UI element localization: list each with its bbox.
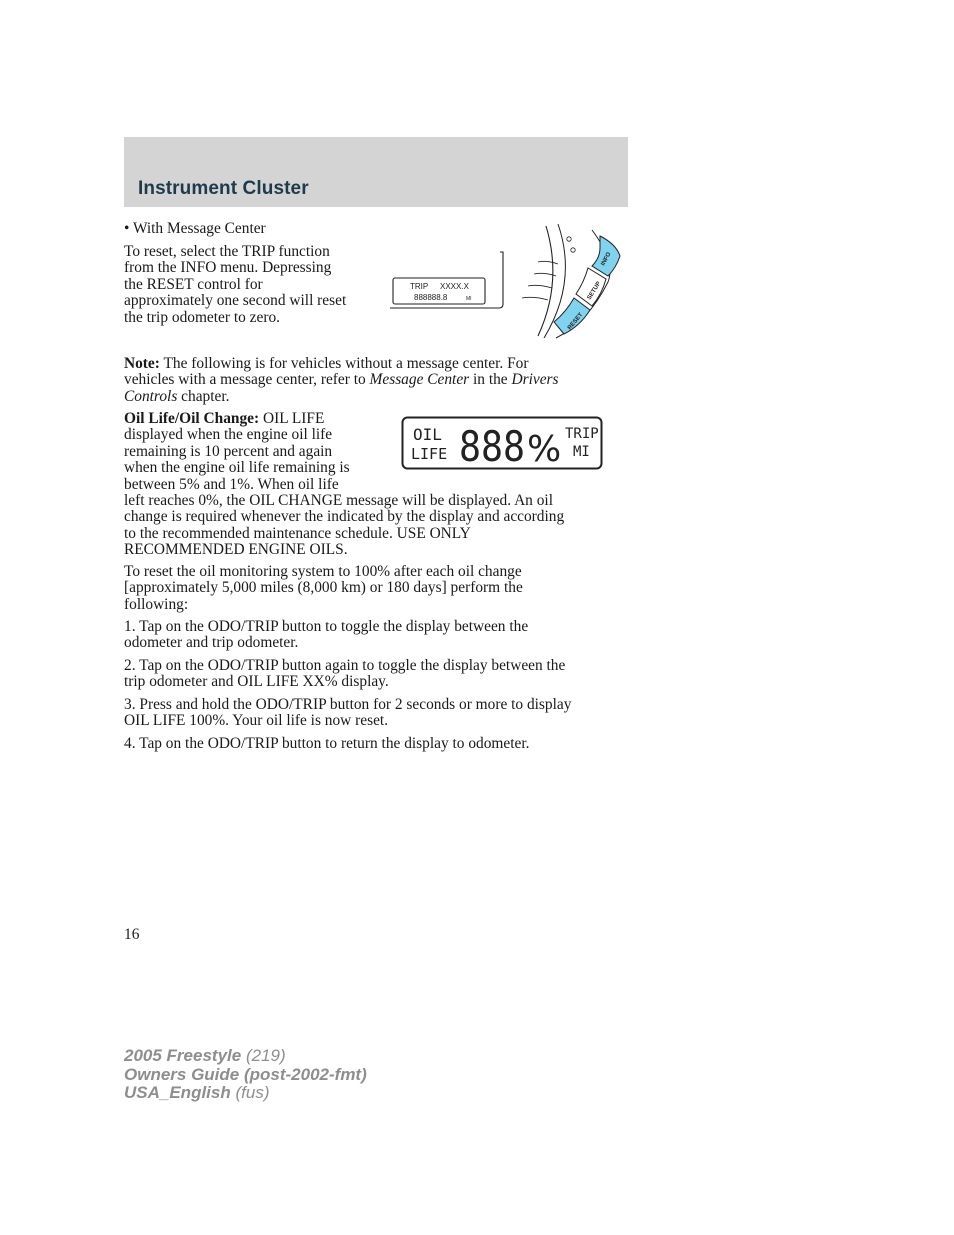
text-line: RECOMMENDED ENGINE OILS. bbox=[124, 541, 348, 559]
footer-code: (219) bbox=[245, 1046, 286, 1065]
footer-lang-code: (fus) bbox=[235, 1083, 270, 1102]
section-title: Instrument Cluster bbox=[138, 178, 309, 199]
text-line bbox=[124, 356, 559, 372]
life-label: LIFE bbox=[411, 445, 448, 463]
oil-life-digits: 888 bbox=[459, 422, 525, 470]
footer-language: USA_English bbox=[124, 1083, 231, 1102]
note-text: vehicles with a message center, refer to bbox=[124, 371, 366, 389]
step-1 bbox=[124, 619, 528, 652]
oil-life-display bbox=[401, 416, 603, 470]
text-line: 4. Tap on the ODO/TRIP button to return the display to odometer. bbox=[124, 735, 530, 752]
text-line: To reset the oil monitoring system to 100% after each oil change bbox=[124, 563, 522, 580]
reset-intro-paragraph bbox=[124, 564, 523, 613]
text-line bbox=[124, 372, 559, 388]
text-line: following: bbox=[124, 595, 189, 613]
text-line: when the engine oil life remaining is bbox=[124, 459, 350, 477]
text-line: To reset, select the TRIP function bbox=[124, 243, 330, 260]
note-paragraph bbox=[124, 356, 559, 405]
note-text: chapter. bbox=[181, 387, 230, 405]
section-header-band bbox=[124, 137, 628, 207]
trim-line bbox=[528, 285, 552, 288]
text-line: the RESET control for bbox=[124, 275, 263, 293]
footer-line bbox=[124, 1084, 367, 1103]
setup-button bbox=[576, 268, 606, 306]
odometer-unit: MI bbox=[466, 296, 472, 302]
console-outline bbox=[538, 226, 553, 336]
trim-line bbox=[538, 261, 558, 264]
text-line: left reaches 0%, the OIL CHANGE message will be displayed. An oil bbox=[124, 492, 553, 510]
indicator-dot bbox=[571, 248, 575, 252]
note-reference: Controls bbox=[124, 387, 178, 405]
footer-line bbox=[124, 1047, 367, 1066]
message-center-bullet: • With Message Center bbox=[124, 220, 266, 237]
setup-button-label: SETUP bbox=[586, 280, 603, 302]
text-line: OIL LIFE 100%. Your oil life is now reset. bbox=[124, 712, 389, 730]
trip-value: XXXX.X bbox=[440, 282, 469, 291]
percent-sign: % bbox=[527, 429, 562, 470]
text-line: trip odometer and OIL LIFE XX% display. bbox=[124, 673, 389, 691]
note-reference: Message Center bbox=[369, 371, 470, 389]
text-line: odometer and trip odometer. bbox=[124, 634, 299, 652]
text-line: to the recommended maintenance schedule. USE ONLY bbox=[124, 524, 471, 542]
trip-indicator: TRIP bbox=[565, 426, 599, 442]
footer-model: 2005 Freestyle bbox=[124, 1046, 242, 1065]
info-button-label: INFO bbox=[600, 251, 613, 267]
text-line: between 5% and 1%. When oil life bbox=[124, 475, 339, 493]
text-line: 1. Tap on the ODO/TRIP button to toggle the display between the bbox=[124, 618, 529, 635]
info-button bbox=[592, 236, 620, 276]
text-line: remaining is 10 percent and again bbox=[124, 442, 333, 460]
trip-label: TRIP bbox=[410, 282, 429, 291]
mi-indicator: MI bbox=[573, 444, 590, 460]
step-2 bbox=[124, 658, 565, 691]
note-reference: Drivers bbox=[511, 371, 559, 389]
text-line: [approximately 5,000 miles (8,000 km) or 180 days] perform the bbox=[124, 579, 523, 597]
page-number: 16 bbox=[124, 926, 140, 943]
text-line: change is required whenever the indicated by the display and according bbox=[124, 508, 565, 526]
oil-label: OIL bbox=[413, 425, 442, 444]
step-3 bbox=[124, 697, 571, 730]
oil-life-heading: Oil Life/Oil Change: bbox=[124, 410, 260, 427]
text-line: displayed when the engine oil life bbox=[124, 426, 333, 444]
footer-guide: Owners Guide (post-2002-fmt) bbox=[124, 1064, 367, 1084]
text-line: approximately one second will reset bbox=[124, 292, 347, 310]
trim-line bbox=[522, 297, 548, 300]
step-4 bbox=[124, 736, 529, 752]
note-label: Note: bbox=[124, 355, 160, 372]
reset-button-label: RESET bbox=[566, 312, 585, 332]
message-center-illustration bbox=[388, 222, 628, 342]
message-center-paragraph bbox=[124, 244, 346, 326]
oil-life-text: OIL LIFE bbox=[262, 410, 325, 427]
text-line: from the INFO menu. Depressing bbox=[124, 259, 332, 277]
text-line bbox=[124, 389, 559, 405]
note-text: in the bbox=[473, 371, 508, 389]
text-line: 2. Tap on the ODO/TRIP button again to toggle the display between the bbox=[124, 657, 566, 674]
footer-line bbox=[124, 1066, 367, 1085]
text-line: 3. Press and hold the ODO/TRIP button for 2 seconds or more to display bbox=[124, 696, 572, 713]
document-footer bbox=[124, 1047, 367, 1103]
note-text: The following is for vehicles without a message center. For bbox=[163, 355, 529, 372]
indicator-dot bbox=[567, 237, 571, 241]
odometer-value: 888888.8 bbox=[414, 293, 448, 302]
text-line: the trip odometer to zero. bbox=[124, 308, 280, 326]
